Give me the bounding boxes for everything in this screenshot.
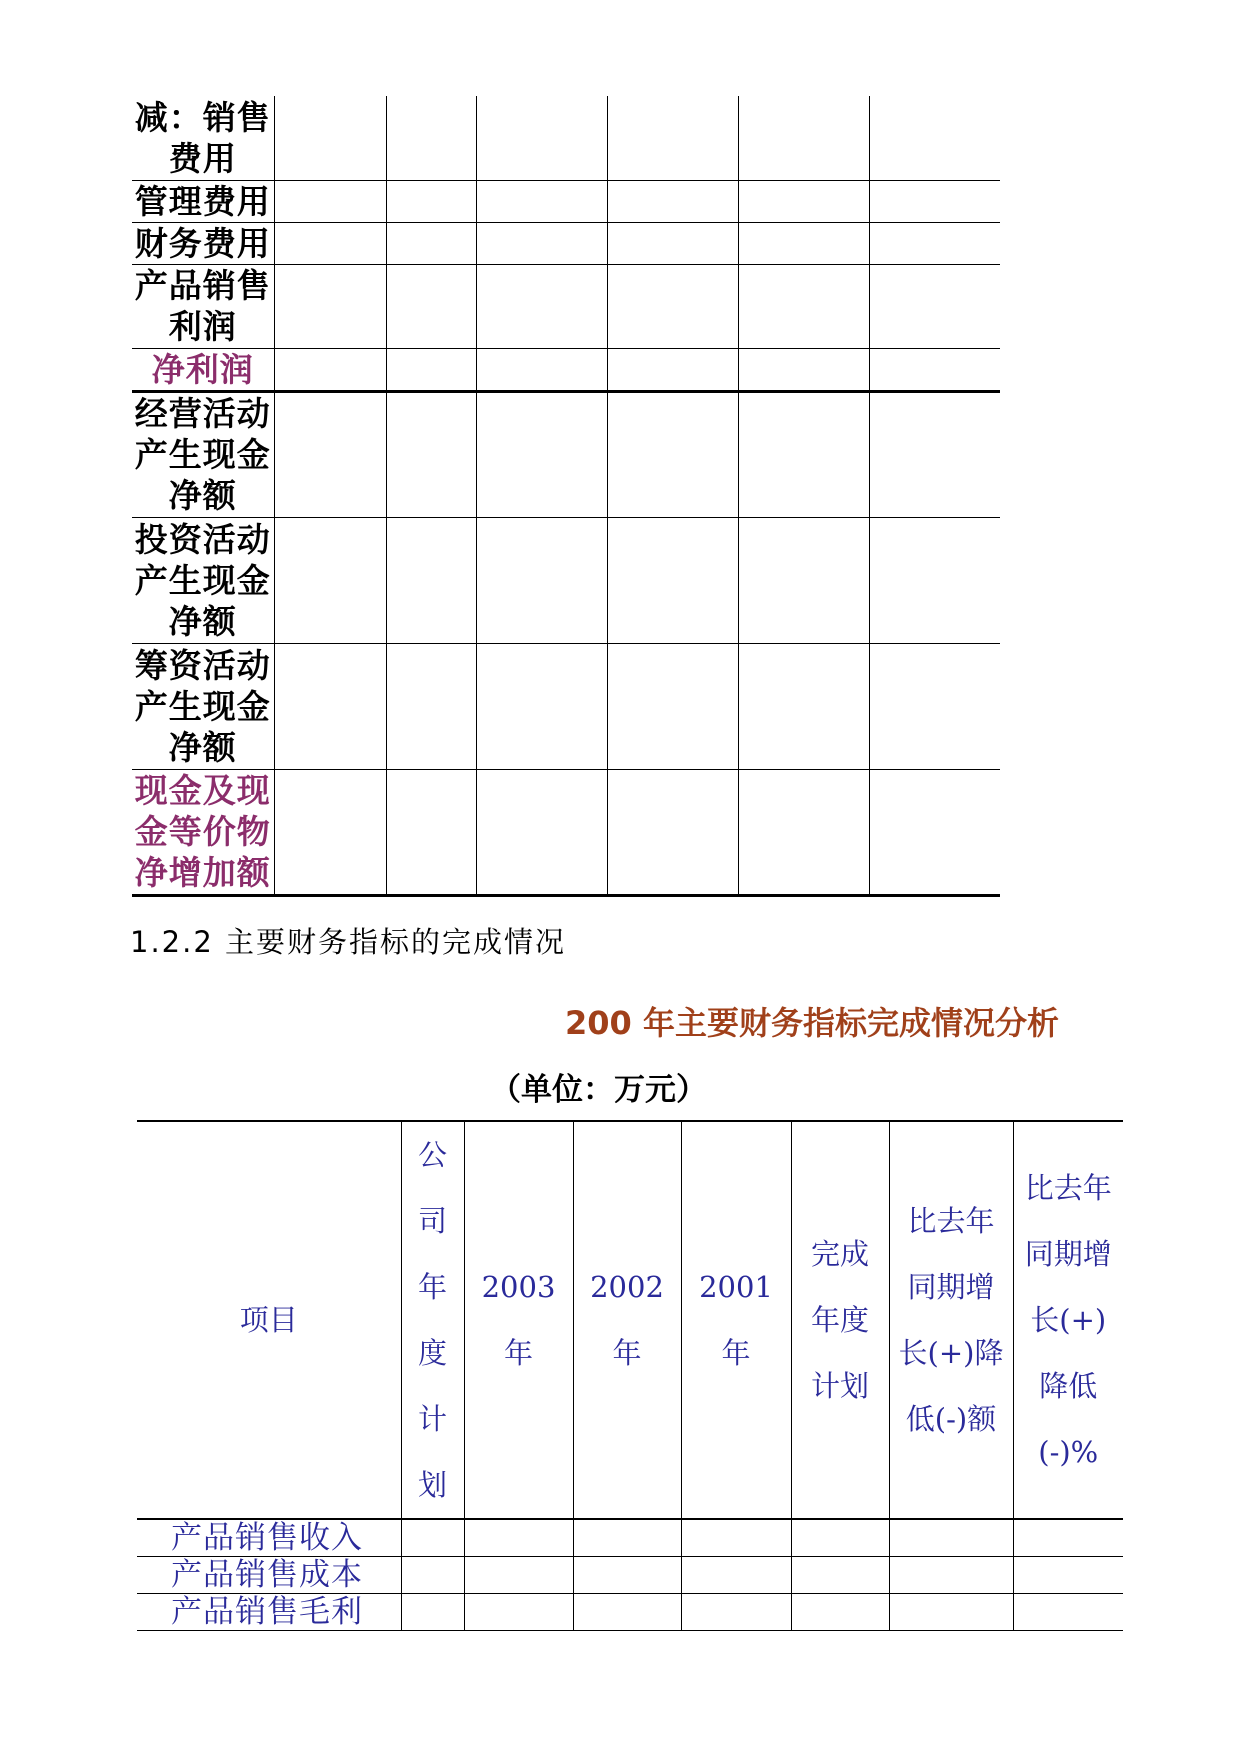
value-cell <box>869 180 1000 222</box>
column-header <box>1013 1121 1123 1519</box>
row-label-line: 净额 <box>168 476 237 515</box>
row-label-line: 净额 <box>168 601 237 641</box>
financial-statement-table <box>132 96 1000 897</box>
value-cell <box>889 1594 1013 1631</box>
value-cell <box>274 264 386 348</box>
row-label <box>132 264 274 348</box>
value-cell <box>738 264 869 348</box>
row-label <box>132 769 274 895</box>
value-cell <box>607 391 738 517</box>
value-cell <box>738 348 869 391</box>
value-cell <box>869 264 1000 348</box>
column-header-line: 2003 年 <box>481 1270 556 1370</box>
column-header-line: 长(+) <box>1030 1303 1107 1337</box>
statement-row <box>132 348 1000 391</box>
value-cell <box>738 391 869 517</box>
value-cell <box>386 180 476 222</box>
value-cell <box>386 643 476 769</box>
column-header-line: 比去年 <box>907 1204 995 1238</box>
column-header-line: 度 <box>417 1336 447 1370</box>
row-label-line: 投资活动 <box>134 519 271 559</box>
value-cell <box>607 180 738 222</box>
column-header-line: 2001 年 <box>699 1270 773 1370</box>
column-header-line: 年度 <box>810 1303 869 1337</box>
value-cell <box>386 517 476 643</box>
value-cell <box>573 1519 681 1557</box>
value-cell <box>476 643 607 769</box>
row-label-line: 产品销售 <box>134 266 271 305</box>
column-header-line: 同期增 <box>1024 1237 1112 1271</box>
value-cell <box>889 1557 1013 1594</box>
value-cell <box>573 1594 681 1631</box>
value-cell <box>476 517 607 643</box>
row-label-line: 管理费用 <box>134 181 271 221</box>
statement-row <box>132 517 1000 643</box>
column-header-line: 长(+)降 <box>898 1336 1004 1370</box>
row-label-line: 财务费用 <box>134 223 271 263</box>
column-header-line: 项目 <box>239 1303 298 1337</box>
indicator-label: 产品销售成本 <box>137 1557 401 1594</box>
value-cell <box>476 348 607 391</box>
column-header-line: 比去年 <box>1024 1171 1112 1205</box>
column-header-line: 同期增 <box>907 1270 995 1304</box>
value-cell <box>401 1557 464 1594</box>
value-cell <box>386 391 476 517</box>
value-cell <box>464 1519 573 1557</box>
unit-label: （单位：万元） <box>490 1072 707 1108</box>
value-cell <box>607 264 738 348</box>
statement-row <box>132 391 1000 517</box>
value-cell <box>607 769 738 895</box>
value-cell <box>386 222 476 264</box>
value-cell <box>274 96 386 180</box>
value-cell <box>869 517 1000 643</box>
row-label-line: 金等价物 <box>134 812 271 851</box>
value-cell <box>274 222 386 264</box>
value-cell <box>476 222 607 264</box>
value-cell <box>607 517 738 643</box>
column-header <box>791 1121 889 1519</box>
column-header <box>464 1121 573 1519</box>
row-label-line: 利润 <box>168 307 237 346</box>
value-cell <box>1013 1519 1123 1557</box>
value-cell <box>869 643 1000 769</box>
value-cell <box>607 643 738 769</box>
value-cell <box>386 264 476 348</box>
value-cell <box>401 1594 464 1631</box>
value-cell <box>889 1519 1013 1557</box>
row-label <box>132 222 274 264</box>
value-cell <box>869 769 1000 895</box>
row-label-line: 净额 <box>168 727 237 767</box>
column-header-line: 计划 <box>810 1369 869 1403</box>
value-cell <box>464 1557 573 1594</box>
row-label-line: 经营活动 <box>134 394 271 433</box>
value-cell <box>738 769 869 895</box>
value-cell <box>738 180 869 222</box>
row-label-line: 减：销售 <box>134 97 271 137</box>
row-label <box>132 391 274 517</box>
value-cell <box>607 222 738 264</box>
column-header-line: 计 <box>417 1402 447 1436</box>
column-header-line: 完成 <box>810 1237 869 1271</box>
column-header-line: 2002 年 <box>590 1270 664 1370</box>
value-cell <box>464 1594 573 1631</box>
row-label-line: 费用 <box>168 138 237 178</box>
value-cell <box>738 222 869 264</box>
value-cell <box>476 769 607 895</box>
value-cell <box>476 180 607 222</box>
value-cell <box>573 1557 681 1594</box>
row-label <box>132 180 274 222</box>
value-cell <box>738 517 869 643</box>
value-cell <box>274 391 386 517</box>
row-label-line: 产生现金 <box>134 560 271 600</box>
value-cell <box>681 1594 791 1631</box>
indicator-completion-table <box>137 1120 1123 1631</box>
value-cell <box>476 96 607 180</box>
value-cell <box>476 264 607 348</box>
row-label <box>132 348 274 391</box>
value-cell <box>274 348 386 391</box>
value-cell <box>681 1519 791 1557</box>
row-label-line: 净增加额 <box>134 853 271 892</box>
indicator-row <box>137 1594 1123 1631</box>
statement-row <box>132 222 1000 264</box>
column-header-line: 划 <box>417 1468 447 1502</box>
value-cell <box>476 391 607 517</box>
row-label-line: 净利润 <box>151 349 254 389</box>
column-header <box>573 1121 681 1519</box>
column-header-line: 司 <box>417 1204 447 1238</box>
value-cell <box>274 643 386 769</box>
row-label-line: 筹资活动 <box>134 645 271 685</box>
value-cell <box>607 96 738 180</box>
value-cell <box>274 517 386 643</box>
value-cell <box>791 1594 889 1631</box>
value-cell <box>869 348 1000 391</box>
indicator-label: 产品销售收入 <box>137 1519 401 1557</box>
statement-row <box>132 96 1000 180</box>
row-label-line: 产生现金 <box>134 435 271 474</box>
value-cell <box>607 348 738 391</box>
statement-row <box>132 643 1000 769</box>
value-cell <box>1013 1594 1123 1631</box>
column-header-line: 降低 <box>1039 1369 1098 1403</box>
column-header-line: 公 <box>417 1138 447 1172</box>
value-cell <box>869 391 1000 517</box>
value-cell <box>738 643 869 769</box>
column-header <box>401 1121 464 1519</box>
statement-row <box>132 180 1000 222</box>
table-title: 200 年主要财务指标完成情况分析 <box>565 1004 1059 1042</box>
value-cell <box>791 1519 889 1557</box>
column-header <box>681 1121 791 1519</box>
row-label-line: 现金及现 <box>134 771 271 810</box>
row-label <box>132 96 274 180</box>
statement-row <box>132 769 1000 895</box>
value-cell <box>681 1557 791 1594</box>
value-cell <box>791 1557 889 1594</box>
value-cell <box>386 769 476 895</box>
statement-row <box>132 264 1000 348</box>
row-label <box>132 517 274 643</box>
column-header <box>137 1121 401 1519</box>
value-cell <box>869 222 1000 264</box>
indicator-row <box>137 1557 1123 1594</box>
indicator-label: 产品销售毛利 <box>137 1594 401 1631</box>
value-cell <box>386 348 476 391</box>
value-cell <box>386 96 476 180</box>
column-header-line: 年 <box>417 1270 447 1304</box>
column-header-line: (-)% <box>1038 1435 1099 1469</box>
section-heading: 1.2.2 主要财务指标的完成情况 <box>130 925 567 959</box>
value-cell <box>738 96 869 180</box>
indicator-row <box>137 1519 1123 1557</box>
column-header-line: 低(-)额 <box>905 1402 997 1436</box>
value-cell <box>401 1519 464 1557</box>
row-label <box>132 643 274 769</box>
value-cell <box>869 96 1000 180</box>
value-cell <box>274 180 386 222</box>
value-cell <box>1013 1557 1123 1594</box>
column-header <box>889 1121 1013 1519</box>
value-cell <box>274 769 386 895</box>
row-label-line: 产生现金 <box>134 686 271 726</box>
